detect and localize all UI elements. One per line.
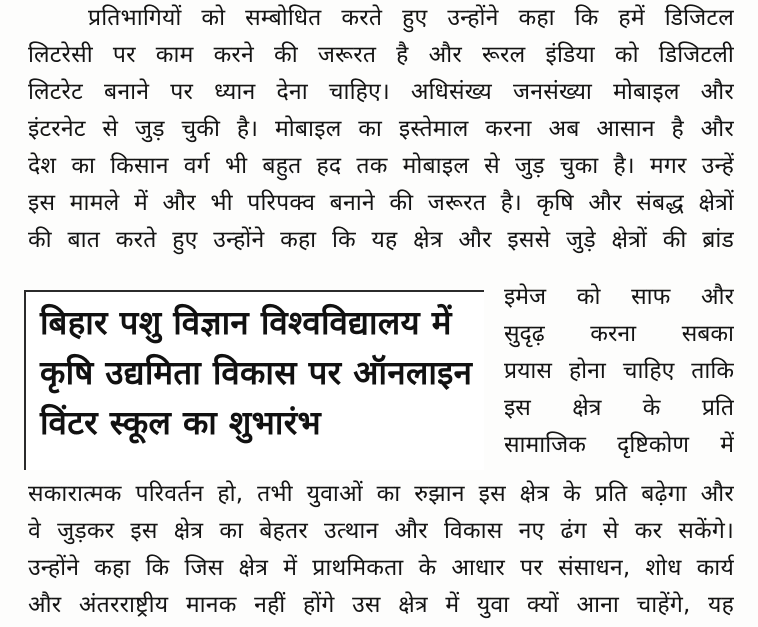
- article-line-9: वे जुड़कर इस क्षेत्र का बेहतर उत्थान और विकास नए ढंग से कर सकेंगे।: [28, 518, 734, 544]
- headline-line-3: विंटर स्कूल का शुभारंभ: [40, 403, 322, 442]
- article-line-3: लिटरेट बनाने पर ध्यान देना चाहिए। अधिसंख्य जनसंख्या मोबाइल और: [28, 79, 734, 105]
- article-line-11: और अंतरराष्ट्रीय मानक नहीं होंगे उस क्षेत्र में युवा क्यों आना चाहेंगे, यह: [28, 592, 734, 618]
- side-line-4: इस क्षेत्र के प्रति: [504, 395, 734, 421]
- side-line-5: सामाजिक दृष्टिकोण में: [504, 432, 734, 458]
- side-line-3: प्रयास होना चाहिए ताकि: [504, 358, 734, 384]
- side-line-1: इमेज को साफ और: [504, 284, 734, 310]
- article-line-6: इस मामले में और भी परिपक्व बनाने की जरूरत है। कृषि और संबद्ध क्षेत्रों: [28, 190, 734, 216]
- article-line-4: इंटरनेट से जुड़ चुकी है। मोबाइल का इस्तेमाल करना अब आसान है और: [28, 116, 734, 142]
- article-line-8: सकारात्मक परिवर्तन हो, तभी युवाओं का रुझान इस क्षेत्र के प्रति बढ़ेगा और: [28, 481, 734, 507]
- headline-box: [24, 290, 484, 470]
- side-line-2: सुदृढ़ करना सबका: [504, 321, 734, 347]
- article-line-2: लिटरेसी पर काम करने की जरूरत है और रूरल इंडिया को डिजिटली: [28, 42, 734, 68]
- article-line-10: उन्होंने कहा कि जिस क्षेत्र में प्राथमिकता के आधार पर संसाधन, शोध कार्य: [28, 555, 734, 581]
- headline-line-1: बिहार पशु विज्ञान विश्वविद्यालय में: [40, 303, 452, 342]
- article-line-7: की बात करते हुए उन्होंने कहा कि यह क्षेत्र और इससे जुड़े क्षेत्रों की ब्रांड: [28, 227, 734, 253]
- headline-line-2: कृषि उद्यमिता विकास पर ऑनलाइन: [40, 353, 473, 392]
- article-line-1: प्रतिभागियों को सम्बोधित करते हुए उन्होंने कहा कि हमें डिजिटल: [88, 5, 734, 31]
- article-line-5: देश का किसान वर्ग भी बहुत हद तक मोबाइल से जुड़ चुका है। मगर उन्हें: [28, 153, 734, 179]
